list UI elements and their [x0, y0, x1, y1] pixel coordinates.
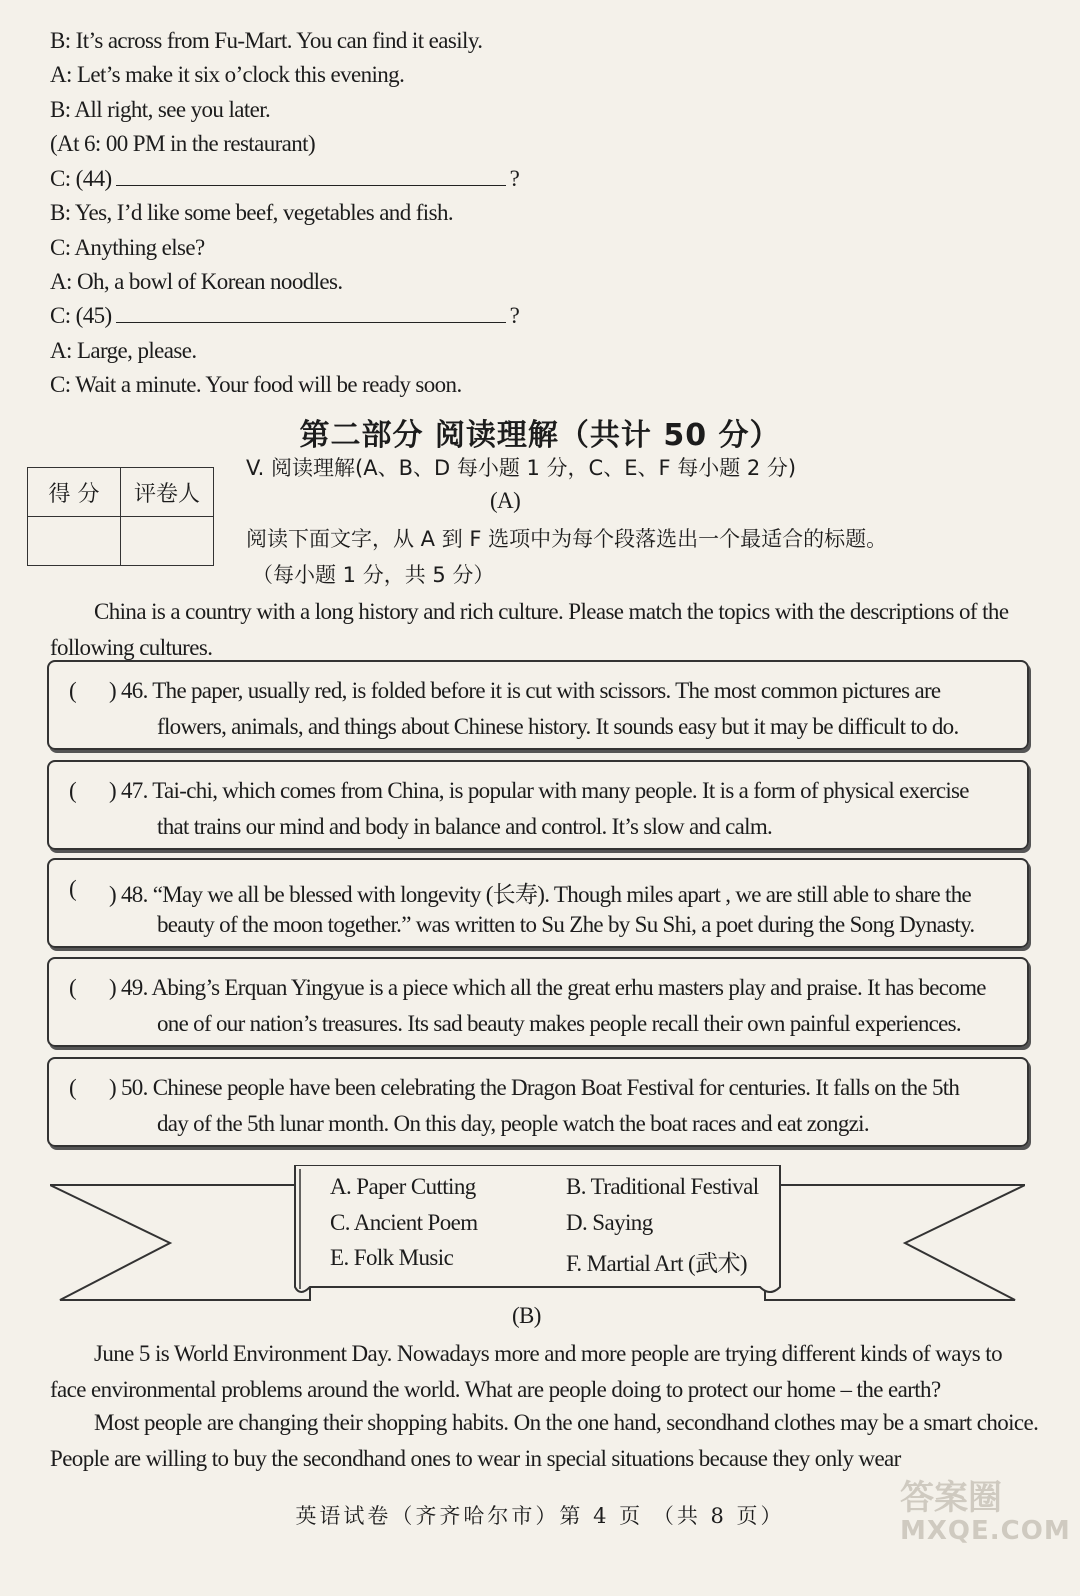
option-c: C. Ancient Poem	[330, 1210, 478, 1235]
dialogue-line: C: Wait a minute. Your food will be ready soon.	[50, 372, 462, 397]
grader-cell[interactable]	[121, 517, 214, 566]
answer-paren[interactable]: (	[69, 678, 77, 703]
grader-header: 评卷人	[121, 468, 214, 517]
dialogue-line: B: Yes, I’d like some beef, vegetables and fish.	[50, 200, 454, 225]
question-box-50	[47, 1057, 1029, 1147]
passage-b-paragraph: June 5 is World Environment Day. Nowadays more and more people are trying different kinds of ways to face environmental problems around the world. What are people doing to protect our home – the earth?	[50, 1341, 1002, 1402]
question-box-49	[47, 957, 1029, 1047]
question-mark: ?	[509, 166, 520, 191]
blank-label-44: C: (44)	[50, 166, 112, 191]
passage-a-intro: China is a country with a long history and rich culture. Please match the topics with the descriptions of the following cultures.	[50, 599, 1009, 660]
question-text: ) 48. “May we all be blessed with longevity (长寿). Though miles apart , we are still able to share the	[109, 882, 972, 907]
passage-b-paragraph: Most people are changing their shopping habits. On the one hand, secondhand clothes may be a smart choice. People are willing to buy the secondhand ones to wear in special situations because they only wear	[50, 1410, 1039, 1471]
page-footer: 英语试卷（齐齐哈尔市）第 4 页 （共 8 页）	[295, 1504, 785, 1528]
score-table	[27, 467, 214, 566]
passage-a-points: （每小题 1 分，共 5 分）	[252, 563, 495, 587]
score-header: 得 分	[28, 468, 121, 517]
dialogue-line: B: All right, see you later.	[50, 97, 271, 122]
question-box-46	[47, 660, 1029, 750]
passage-a-label: (A)	[490, 488, 521, 513]
answer-blank-45[interactable]	[116, 304, 506, 323]
option-e: E. Folk Music	[330, 1245, 454, 1270]
dialogue-line-blank-44	[50, 166, 519, 192]
dialogue-line: C: Anything else?	[50, 235, 205, 260]
option-d: D. Saying	[566, 1210, 653, 1235]
passage-a-instruction: 阅读下面文字，从 A 到 F 选项中为每个段落选出一个最适合的标题。	[246, 527, 888, 551]
answer-paren[interactable]: (	[69, 1075, 77, 1100]
question-text: ) 47. Tai-chi, which comes from China, is popular with many people. It is a form of physical exercise	[109, 778, 969, 803]
dialogue-line: B: It’s across from Fu-Mart. You can find it easily.	[50, 28, 483, 53]
question-text: that trains our mind and body in balance and control. It’s slow and calm.	[157, 814, 773, 839]
answer-blank-44[interactable]	[116, 167, 506, 186]
option-f: F. Martial Art (武术)	[566, 1251, 747, 1276]
question-text: one of our nation’s treasures. Its sad beauty makes people recall their own painful experiences.	[157, 1011, 961, 1036]
answer-paren[interactable]: (	[69, 876, 77, 901]
question-text: day of the 5th lunar month. On this day, people watch the boat races and eat zongzi.	[157, 1111, 869, 1136]
option-a: A. Paper Cutting	[330, 1174, 476, 1199]
question-text: flowers, animals, and things about Chinese history. It sounds easy but it may be difficult to do.	[157, 714, 959, 739]
dialogue-line-blank-45	[50, 303, 519, 329]
dialogue-line: A: Let’s make it six o’clock this evening.	[50, 62, 405, 87]
dialogue-line: A: Oh, a bowl of Korean noodles.	[50, 269, 343, 294]
dialogue-line: A: Large, please.	[50, 338, 197, 363]
answer-paren[interactable]: (	[69, 975, 77, 1000]
part-heading: V. 阅读理解(A、B、D 每小题 1 分，C、E、F 每小题 2 分)	[246, 456, 797, 480]
question-box-48	[47, 858, 1029, 948]
question-mark: ?	[509, 303, 520, 328]
section-title: 第二部分 阅读理解（共计 50 分）	[299, 418, 781, 453]
passage-b-label: (B)	[512, 1303, 541, 1328]
dialogue-line: (At 6: 00 PM in the restaurant)	[50, 131, 316, 156]
watermark-logo: 答案圈 MXQE.COM	[900, 1478, 1071, 1546]
answer-paren[interactable]: (	[69, 778, 77, 803]
blank-label-45: C: (45)	[50, 303, 112, 328]
option-b: B. Traditional Festival	[566, 1174, 759, 1199]
question-text: ) 46. The paper, usually red, is folded before it is cut with scissors. The most common pictures are	[109, 678, 941, 703]
question-text: ) 49. Abing’s Erquan Yingyue is a piece which all the great erhu masters play and praise. It has become	[109, 975, 986, 1000]
question-box-47	[47, 760, 1029, 850]
question-text: ) 50. Chinese people have been celebrating the Dragon Boat Festival for centuries. It falls on the 5th	[109, 1075, 960, 1100]
score-cell[interactable]	[28, 517, 121, 566]
question-text: beauty of the moon together.” was written to Su Zhe by Su Shi, a poet during the Song Dynasty.	[157, 912, 975, 937]
options-banner	[50, 1165, 1025, 1310]
